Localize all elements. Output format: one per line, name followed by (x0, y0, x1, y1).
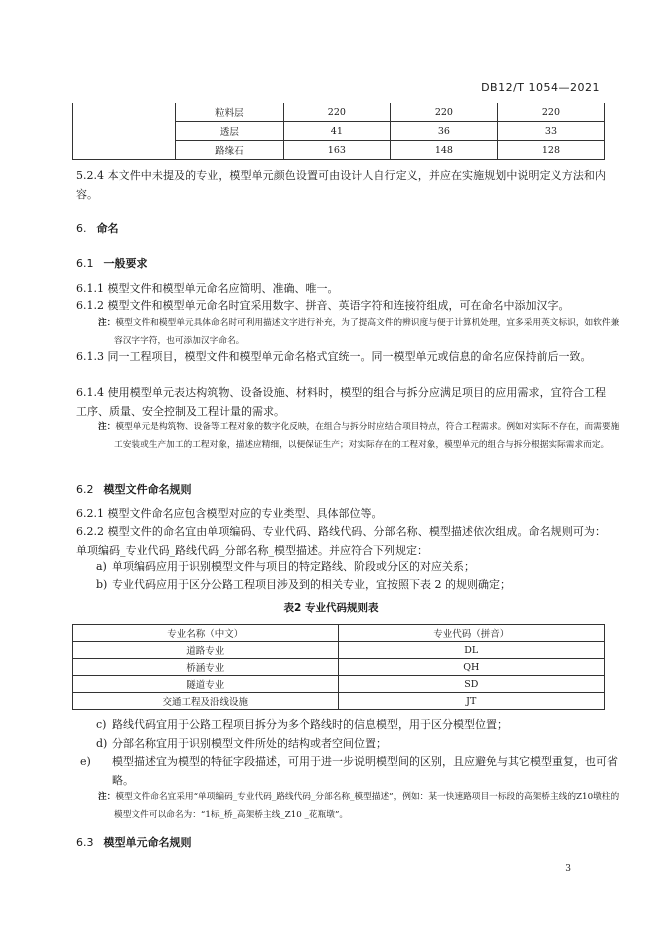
list-marker: a) (96, 560, 107, 573)
table-row (73, 693, 605, 710)
column-header: 专业代码（拼音） (338, 625, 605, 642)
clause-6-1-1: 6.1.1 模型文件和模型单元命名应简明、准确、唯一。 (76, 282, 339, 295)
list-item-b (96, 575, 606, 594)
table-cell: 163 (283, 141, 390, 160)
table-row (73, 103, 605, 122)
list-text: 单项编码应用于识别模型文件与项目的特定路线、阶段或分区的对应关系； (112, 560, 475, 573)
section-title: 一般要求 (103, 257, 148, 270)
list-marker: d) (96, 737, 108, 750)
table-2-caption: 表2 专业代码规则表 (283, 602, 379, 614)
table-cell: JT (338, 693, 605, 710)
section-6-2-heading (76, 481, 192, 497)
table-cell: 220 (283, 103, 390, 122)
section-title: 模型文件命名规则 (103, 483, 192, 496)
table-cell: 粒料层 (175, 103, 283, 122)
table-header-row (73, 625, 605, 642)
list-item-e (80, 752, 622, 790)
list-text: 路线代码宜用于公路工程项目拆分为多个路线时的信息模型，用于区分模型位置； (112, 718, 508, 731)
list-text: 分部名称宜用于识别模型文件所处的结构或者空间位置； (112, 737, 387, 750)
table-cell: 33 (497, 122, 604, 141)
list-marker: c) (96, 718, 107, 731)
clause-6-1-4: 6.1.4 使用模型单元表达构筑物、设备设施、材料时，模型的组合与拆分应满足项目的应用需求，宜符合工程工序、质量、安全控制及工程计量的需求。 (76, 386, 606, 418)
note-text: 模型文件命名宜采用“单项编码_专业代码_路线代码_分部名称_模型描述”，例如：某一快速路项目一标段的高架桥主线的Z10墩柱的模型文件可以命名为：“1标_桥_高架桥主线_Z10 _花瓶墩”。 (114, 792, 620, 820)
table-cell: 128 (497, 141, 604, 160)
clause-6-2-2: 6.2.2 模型文件的命名宜由单项编码、专业代码、路线代码、分部名称、模型描述依次组成。命名规则可为：单项编码_专业代码_路线代码_分部名称_模型描述。并应符合下列规定： (76, 525, 606, 557)
note-text: 模型文件和模型单元具体命名时可利用描述文字进行补充，为了提高文件的辨识度与便于计算机处理，宜多采用英文标识，如软件兼容汉字字符，也可添加汉字命名。 (114, 318, 620, 346)
section-title: 命名 (96, 222, 119, 235)
list-item-c (96, 715, 606, 734)
section-title: 模型单元命名规则 (103, 836, 192, 849)
column-header: 专业名称（中文） (73, 625, 339, 642)
professional-code-table (72, 624, 605, 710)
section-number: 6. (76, 222, 87, 235)
table-row (73, 676, 605, 693)
note-label: 注： (98, 318, 116, 328)
note-1 (98, 314, 622, 350)
table-cell: QH (338, 659, 605, 676)
note-3 (98, 788, 622, 824)
table-cell: 41 (283, 122, 390, 141)
table-cell: DL (338, 642, 605, 659)
table-cell: 220 (390, 103, 497, 122)
table-cell: 桥涵专业 (73, 659, 339, 676)
table-cell: 路缘石 (175, 141, 283, 160)
list-marker: b) (96, 578, 108, 591)
list-text: 专业代码应用于区分公路工程项目涉及到的相关专业，宜按照下表 2 的规则确定； (112, 578, 511, 591)
section-number: 6.1 (76, 257, 94, 270)
note-2 (98, 418, 622, 454)
section-6-heading (76, 220, 119, 236)
page-number: 3 (565, 864, 571, 874)
list-item-d (96, 734, 606, 753)
table-cell: 220 (497, 103, 604, 122)
clause-6-1-2: 6.1.2 模型文件和模型单元命名时宜采用数字、拼音、英语字符和连接符组成，可在命名中添加汉字。 (76, 299, 570, 312)
table-cell: 道路专业 (73, 642, 339, 659)
table-cell: 36 (390, 122, 497, 141)
table-cell: 透层 (175, 122, 283, 141)
section-6-3-heading (76, 834, 192, 850)
table-cell: 隧道专业 (73, 676, 339, 693)
table-row (73, 642, 605, 659)
note-text: 模型单元是构筑物、设备等工程对象的数字化反映，在组合与拆分时应结合项目特点，符合工程需求。例如对实际不存在，而需要施工安装或生产加工的工程对象，描述应精细，以便保证生产；对实际存在的工程对象，模型单元的组合与拆分根据实际需求而定。 (114, 422, 620, 450)
clause-6-1-3: 6.1.3 同一工程项目，模型文件和模型单元命名格式宜统一。同一模型单元或信息的命名应保持前后一致。 (76, 350, 592, 363)
color-table-continued (72, 103, 605, 160)
table-cell: 交通工程及沿线设施 (73, 693, 339, 710)
clause-5-2-4: 5.2.4 本文件中未提及的专业，模型单元颜色设置可由设计人自行定义，并应在实施规划中说明定义方法和内容。 (76, 169, 606, 201)
list-text: 模型描述宜为模型的特征字段描述，可用于进一步说明模型间的区别，且应避免与其它模型重复，也可省略。 (112, 755, 618, 787)
section-number: 6.2 (76, 483, 94, 496)
list-item-a (96, 557, 606, 576)
note-label: 注： (98, 422, 116, 432)
clause-6-2-1: 6.2.1 模型文件命名应包含模型对应的专业类型、具体部位等。 (76, 507, 383, 520)
table-cell: SD (338, 676, 605, 693)
section-number: 6.3 (76, 836, 94, 849)
table-row (73, 659, 605, 676)
document-code: DB12/T 1054—2021 (481, 81, 600, 94)
table-cell-blank (73, 103, 176, 160)
table-cell: 148 (390, 141, 497, 160)
section-6-1-heading (76, 255, 148, 271)
note-label: 注： (98, 792, 116, 802)
list-marker: e) (80, 755, 91, 768)
